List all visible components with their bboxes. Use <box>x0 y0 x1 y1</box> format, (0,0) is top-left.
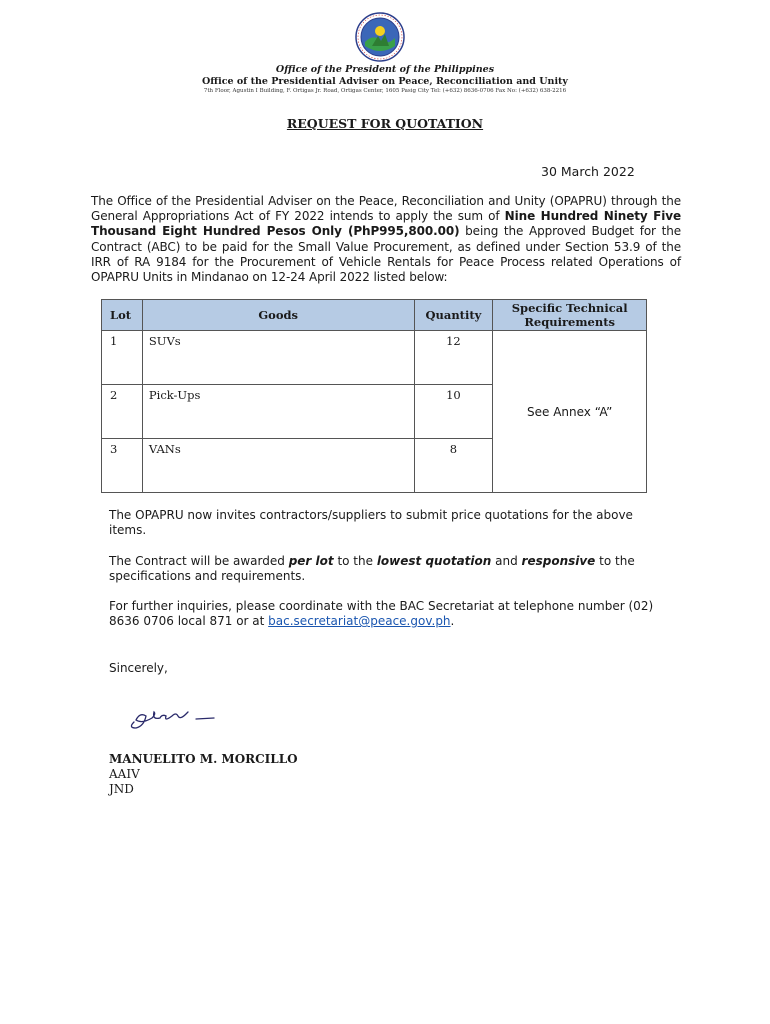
signer-block <box>109 752 298 797</box>
inquiry-paragraph <box>109 599 654 629</box>
letterhead-opapru: Office of the Presidential Adviser on Peace, Reconciliation and Unity <box>202 76 568 87</box>
goods-table <box>101 299 647 493</box>
award-text: to the <box>333 554 377 568</box>
intro-paragraph <box>91 194 681 285</box>
cell-goods: SUVs <box>142 331 414 385</box>
cell-lot: 1 <box>102 331 143 385</box>
cell-quantity: 12 <box>414 331 493 385</box>
inquiry-end: . <box>450 614 455 629</box>
cell-lot: 2 <box>102 385 143 439</box>
award-emphasis: lowest quotation <box>376 554 492 568</box>
document-date: 30 March 2022 <box>541 164 635 179</box>
award-text: The Contract will be awarded <box>109 554 289 568</box>
header-goods: Goods <box>142 300 414 331</box>
cell-goods: Pick-Ups <box>142 385 414 439</box>
signature-image <box>126 702 221 734</box>
award-emphasis: per lot <box>288 554 334 568</box>
award-paragraph <box>109 554 654 584</box>
invite-paragraph: The OPAPRU now invites contractors/suppliers to submit price quotations for the above items. <box>109 508 633 538</box>
award-emphasis: responsive <box>521 554 596 568</box>
award-text: and <box>491 554 522 568</box>
header-spec: Specific Technical Requirements <box>493 300 647 331</box>
award-text: to the specifications and requirements. <box>109 554 635 584</box>
cell-spec: See Annex “A” <box>493 331 647 493</box>
cell-quantity: 8 <box>414 439 493 493</box>
letterhead-office-president: Office of the President of the Philippines <box>275 64 495 75</box>
letterhead-address: 7th Floor, Agustin I Building, F. Ortigas Jr. Road, Ortigas Center, 1605 Pasig City Tel: (+632) 8636-0706 Fax No: (+632) 638-2216 <box>203 88 567 94</box>
intro-part2: being the Approved Budget for the Contract (ABC) to be paid for the Small Value Procurement, as defined under Section 53.9 of the IRR of RA 9184 for the Procurement of Vehicle Rentals for Peace Process related Operations of OPAPRU Units in Mindanao on 12-24 April 2022 listed below: <box>91 224 681 285</box>
cell-goods: VANs <box>142 439 414 493</box>
signer-title: AAIV <box>109 767 140 781</box>
intro-part1: The Office of the Presidential Adviser on the Peace, Reconciliation and Unity (OPAPRU) through the General Appropriations Act of FY 2022 intends to apply the sum of <box>91 194 681 224</box>
table-header-row <box>102 300 647 331</box>
cell-quantity: 10 <box>414 385 493 439</box>
closing-salutation: Sincerely, <box>109 661 168 675</box>
signer-name: MANUELITO M. MORCILLO <box>109 752 298 766</box>
signer-unit: JND <box>109 782 134 796</box>
header-lot: Lot <box>102 300 143 331</box>
document-title: REQUEST FOR QUOTATION <box>286 116 484 131</box>
email-link[interactable]: bac.secretariat@peace.gov.ph <box>268 614 451 629</box>
opapru-seal-logo <box>355 12 405 62</box>
inquiry-text: For further inquiries, please coordinate with the BAC Secretariat at telephone number (02) 8636 0706 local 871 or at <box>109 599 654 629</box>
intro-amount: Nine Hundred Ninety Five Thousand Eight Hundred Pesos Only (PhP995,800.00) <box>91 209 681 239</box>
header-quantity: Quantity <box>414 300 493 331</box>
cell-lot: 3 <box>102 439 143 493</box>
table-row <box>102 331 647 385</box>
